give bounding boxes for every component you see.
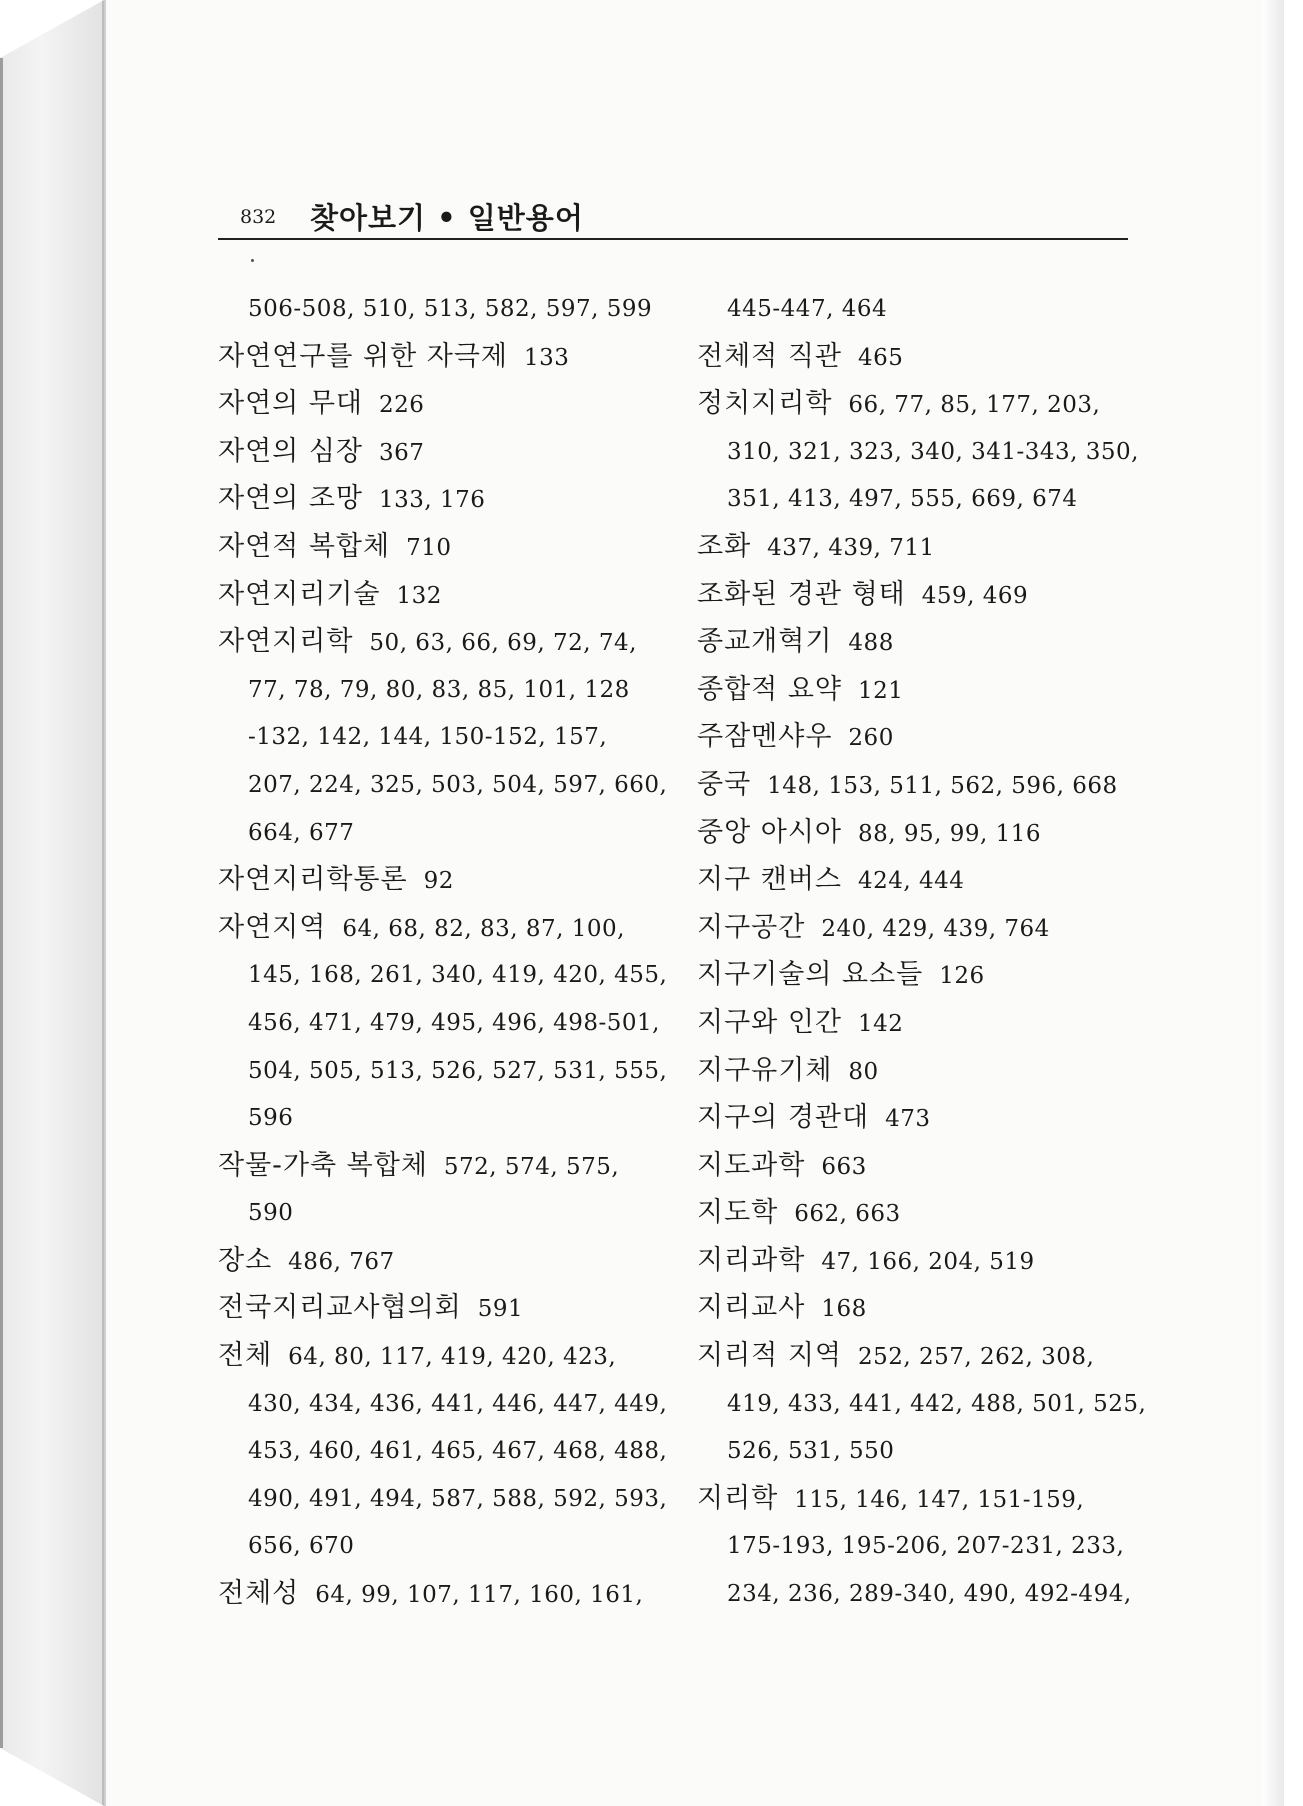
index-term: 중국 [697, 768, 752, 800]
index-page-refs: 126 [939, 963, 985, 990]
index-entry [697, 1475, 1137, 1523]
index-term: 지리학 [697, 1482, 779, 1514]
index-term: 지구와 인간 [697, 1006, 842, 1038]
index-page-refs: 590 [248, 1200, 294, 1227]
index-page-refs: 473 [885, 1106, 931, 1133]
index-term: 자연지리기술 [218, 578, 381, 610]
index-page-refs: 459, 469 [921, 582, 1029, 609]
index-page-refs: 66, 77, 85, 177, 203, [848, 392, 1101, 419]
index-entry [697, 904, 1137, 952]
index-continuation-line [218, 1047, 668, 1095]
index-column-left [218, 285, 668, 1618]
index-page-refs: 656, 670 [248, 1533, 355, 1560]
index-page-refs: 148, 153, 511, 562, 596, 668 [767, 772, 1118, 799]
index-term: 자연지역 [218, 911, 327, 943]
index-entry [218, 856, 658, 904]
index-page-refs: 419, 433, 441, 442, 488, 501, 525, [727, 1390, 1147, 1417]
index-entry [697, 713, 1137, 761]
index-entry [697, 1142, 1137, 1190]
index-page-refs: 488 [848, 630, 894, 657]
page-number: 832 [240, 206, 277, 228]
index-entry [697, 1332, 1137, 1380]
index-page-refs: 80 [848, 1058, 879, 1085]
index-page-refs: 430, 434, 436, 441, 446, 447, 449, [248, 1390, 668, 1417]
index-page-refs: 437, 439, 711 [767, 534, 935, 561]
index-term: 지도과학 [697, 1149, 806, 1181]
index-term: 장소 [218, 1244, 273, 1276]
page-edge-shadow [1262, 0, 1284, 1806]
index-continuation-line [218, 285, 658, 333]
index-entry [697, 1237, 1137, 1285]
index-term: 지구공간 [697, 911, 806, 943]
index-term: 전체성 [218, 1578, 300, 1610]
index-page-refs: 456, 471, 479, 495, 496, 498-501, [248, 1009, 660, 1036]
index-page-refs: 367 [379, 439, 425, 466]
index-page-refs: 664, 677 [248, 819, 355, 846]
index-continuation-line [218, 1189, 658, 1237]
index-page-refs: 142 [858, 1010, 904, 1037]
index-term: 전국지리교사협의회 [218, 1292, 462, 1324]
index-continuation-line [218, 666, 658, 714]
index-entry [218, 380, 658, 428]
index-page-refs: 351, 413, 497, 555, 669, 674 [727, 486, 1078, 513]
index-page-refs: 115, 146, 147, 151-159, [794, 1486, 1085, 1513]
index-page-refs: 310, 321, 323, 340, 341-343, 350, [727, 438, 1139, 465]
index-entry [697, 523, 1137, 571]
index-entry [218, 618, 658, 666]
index-page-refs: 445-447, 464 [727, 296, 888, 322]
index-entry [697, 333, 1137, 381]
book-spine [0, 0, 104, 1806]
index-term: 중앙 아시아 [697, 816, 842, 848]
index-page-refs: 121 [858, 677, 904, 704]
index-page-refs: 175-193, 195-206, 207-231, 233, [727, 1533, 1125, 1560]
index-continuation-line [697, 1427, 1137, 1475]
index-continuation-line [697, 428, 1137, 476]
index-continuation-line [697, 1570, 1137, 1618]
index-page-refs: 132 [396, 582, 442, 609]
index-entry [697, 856, 1137, 904]
index-page-refs: 240, 429, 439, 764 [821, 915, 1050, 942]
index-page-refs: 50, 63, 66, 69, 72, 74, [369, 630, 637, 657]
index-entry [218, 904, 658, 952]
index-term: 지리과학 [697, 1244, 806, 1276]
index-term: 자연연구를 위한 자극제 [218, 340, 508, 372]
index-term: 종교개혁기 [697, 626, 833, 658]
index-entry [218, 523, 658, 571]
index-continuation-line [218, 1522, 658, 1570]
index-entry [697, 571, 1137, 619]
index-entry [697, 951, 1137, 999]
index-page-refs: 465 [858, 344, 904, 371]
index-term: 자연적 복합체 [218, 530, 391, 562]
index-entry [218, 1570, 658, 1618]
index-continuation-line [218, 951, 668, 999]
index-term: 지구기술의 요소들 [697, 959, 924, 991]
index-entry [218, 333, 658, 381]
index-page-refs: 504, 505, 513, 526, 527, 531, 555, [248, 1057, 668, 1084]
index-term: 지리교사 [697, 1292, 806, 1324]
section-title: 찾아보기 • 일반용어 [310, 201, 584, 235]
index-page-refs: 662, 663 [794, 1201, 901, 1228]
index-term: 지구의 경관대 [697, 1102, 870, 1134]
index-page-refs: 47, 166, 204, 519 [821, 1248, 1035, 1275]
index-continuation-line [697, 1522, 1137, 1570]
index-page-refs: 64, 99, 107, 117, 160, 161, [315, 1582, 644, 1609]
index-page-refs: 506-508, 510, 513, 582, 597, 599 [248, 296, 653, 322]
index-page-refs: -132, 142, 144, 150-152, 157, [248, 724, 608, 751]
index-page-refs: 207, 224, 325, 503, 504, 597, 660, [248, 771, 668, 798]
index-page-refs: 77, 78, 79, 80, 83, 85, 101, 128 [248, 676, 630, 703]
index-entry [697, 380, 1137, 428]
running-header [218, 196, 1128, 240]
index-page-refs: 424, 444 [858, 868, 965, 895]
index-page-refs: 168 [821, 1296, 867, 1323]
index-term: 작물-가축 복합체 [218, 1149, 428, 1181]
index-entry [218, 428, 658, 476]
index-term: 지리적 지역 [697, 1340, 842, 1372]
index-term: 자연의 심장 [218, 435, 363, 467]
stray-dot [251, 259, 254, 262]
index-page-refs: 64, 68, 82, 83, 87, 100, [342, 915, 625, 942]
index-page-refs: 133 [524, 344, 570, 371]
index-term: 지구유기체 [697, 1054, 833, 1086]
index-entry [697, 1047, 1137, 1095]
index-continuation-line [218, 761, 668, 809]
index-page-refs: 64, 80, 117, 419, 420, 423, [288, 1344, 617, 1371]
index-page-refs: 133, 176 [379, 487, 486, 514]
index-column-right [697, 285, 1147, 1618]
index-entry [697, 999, 1137, 1047]
index-continuation-line [218, 1427, 668, 1475]
index-continuation-line [218, 1094, 658, 1142]
index-page-refs: 234, 236, 289-340, 490, 492-494, [727, 1581, 1132, 1608]
index-continuation-line [697, 285, 1137, 333]
index-page-refs: 591 [477, 1296, 524, 1323]
index-entry [218, 1284, 658, 1332]
index-page-refs: 490, 491, 494, 587, 588, 592, 593, [248, 1485, 668, 1512]
index-term: 주잠멘샤우 [697, 721, 833, 753]
index-continuation-line [218, 999, 658, 1047]
index-term: 전체적 직관 [697, 340, 842, 372]
index-page-refs: 710 [406, 534, 452, 561]
index-term: 자연의 조망 [218, 483, 363, 515]
index-entry [218, 475, 658, 523]
index-entry [697, 1189, 1137, 1237]
index-term: 조화 [697, 530, 752, 562]
index-page-refs: 596 [248, 1105, 294, 1132]
index-continuation-line [697, 1380, 1147, 1428]
index-entry [218, 571, 658, 619]
index-page-refs: 663 [821, 1153, 867, 1180]
index-page-refs: 252, 257, 262, 308, [858, 1344, 1095, 1371]
index-term: 자연지리학통론 [218, 864, 408, 896]
index-entry [697, 809, 1137, 857]
index-continuation-line [697, 475, 1137, 523]
index-entry [697, 1284, 1137, 1332]
index-term: 자연지리학 [218, 626, 354, 658]
index-page-refs: 145, 168, 261, 340, 419, 420, 455, [248, 962, 668, 989]
index-term: 전체 [218, 1340, 273, 1372]
index-page-refs: 453, 460, 461, 465, 467, 468, 488, [248, 1438, 668, 1465]
index-term: 지구 캔버스 [697, 864, 842, 896]
index-entry [697, 666, 1137, 714]
index-entry [218, 1237, 658, 1285]
index-continuation-line [218, 713, 658, 761]
index-page-refs: 486, 767 [288, 1248, 395, 1275]
index-entry [218, 1142, 658, 1190]
index-entry [218, 1332, 658, 1380]
index-page-refs: 226 [379, 392, 425, 419]
index-term: 종합적 요약 [697, 673, 842, 705]
index-entry [697, 618, 1137, 666]
index-entry [697, 761, 1137, 809]
index-term: 지도학 [697, 1197, 779, 1229]
index-page-refs: 92 [423, 868, 454, 895]
index-entry [697, 1094, 1137, 1142]
index-continuation-line [218, 1475, 668, 1523]
index-page-refs: 88, 95, 99, 116 [858, 820, 1042, 847]
index-term: 정치지리학 [697, 388, 833, 420]
index-continuation-line [218, 809, 658, 857]
index-term: 조화된 경관 형태 [697, 578, 906, 610]
index-page-refs: 526, 531, 550 [727, 1438, 895, 1465]
index-page-refs: 260 [848, 725, 894, 752]
index-term: 자연의 무대 [218, 388, 363, 420]
index-page-refs: 572, 574, 575, [443, 1153, 620, 1180]
index-continuation-line [218, 1380, 668, 1428]
